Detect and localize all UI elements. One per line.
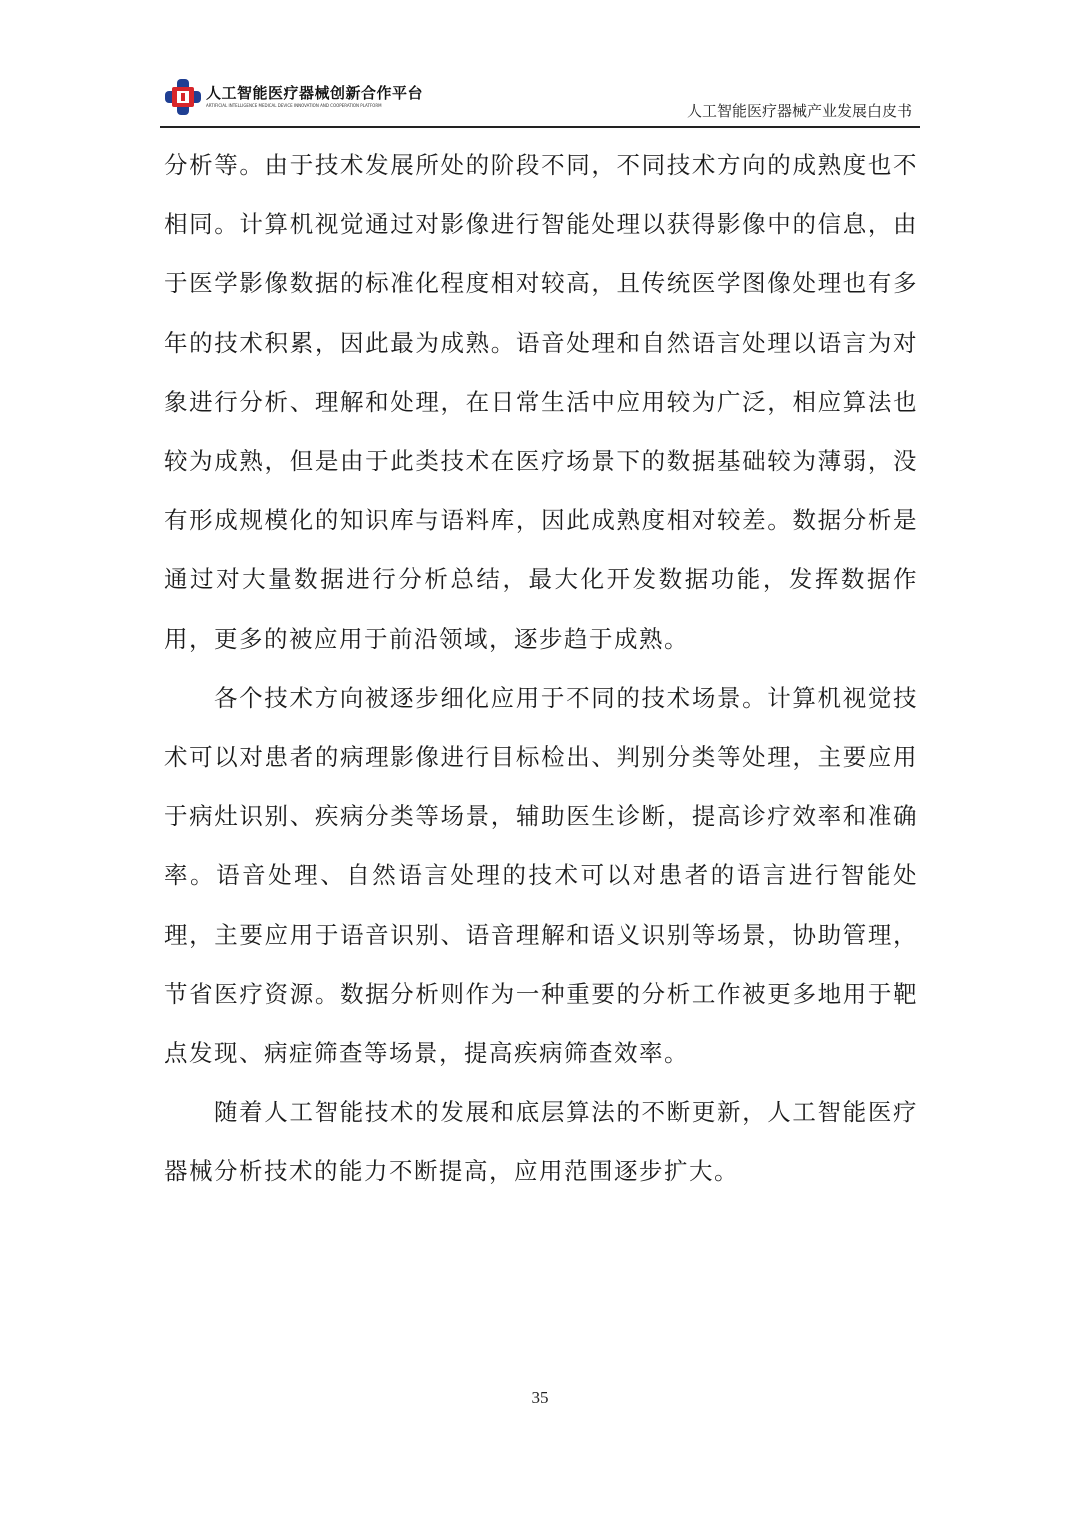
document-title: 人工智能医疗器械产业发展白皮书 <box>686 102 912 120</box>
body-paragraph: 随着人工智能技术的发展和底层算法的不断更新，人工智能医疗器械分析技术的能力不断提高，应用范围逐步扩大。 <box>164 1098 918 1186</box>
page-body <box>164 136 918 1202</box>
org-name: 人工智能医疗器械创新合作平台 <box>206 84 424 102</box>
page-number: 35 <box>531 1388 549 1407</box>
page-header <box>160 70 920 128</box>
body-paragraph: 分析等。由于技术发展所处的阶段不同，不同技术方向的成熟度也不相同。计算机视觉通过对影像进行智能处理以获得影像中的信息，由于医学影像数据的标准化程度相对较高，且传统医学图像处理也有多年的技术积累，因此最为成熟。语音处理和自然语言处理以语言为对象进行分析、理解和处理，在日常生活中应用较为广泛，相应算法也较为成熟，但是由于此类技术在医疗场景下的数据基础较为薄弱，没有形成规模化的知识库与语料库，因此成熟度相对较差。数据分析是通过对大量数据进行分析总结，最大化开发数据功能，发挥数据作用，更多的被应用于前沿领域，逐步趋于成熟。 <box>164 151 918 653</box>
body-paragraph: 各个技术方向被逐步细化应用于不同的技术场景。计算机视觉技术可以对患者的病理影像进行目标检出、判别分类等处理，主要应用于病灶识别、疾病分类等场景，辅助医生诊断，提高诊疗效率和准确率。语音处理、自然语言处理的技术可以对患者的语言进行智能处理，主要应用于语音识别、语音理解和语义识别等场景，协助管理，节省医疗资源。数据分析则作为一种重要的分析工作被更多地用于靶点发现、病症筛查等场景，提高疾病筛查效率。 <box>164 683 918 1068</box>
org-name-english: ARTIFICIAL INTELLIGENCE MEDICAL DEVICE INNOVATION AND COOPERATION PLATFORM <box>206 103 382 108</box>
platform-logo-icon <box>162 76 204 118</box>
